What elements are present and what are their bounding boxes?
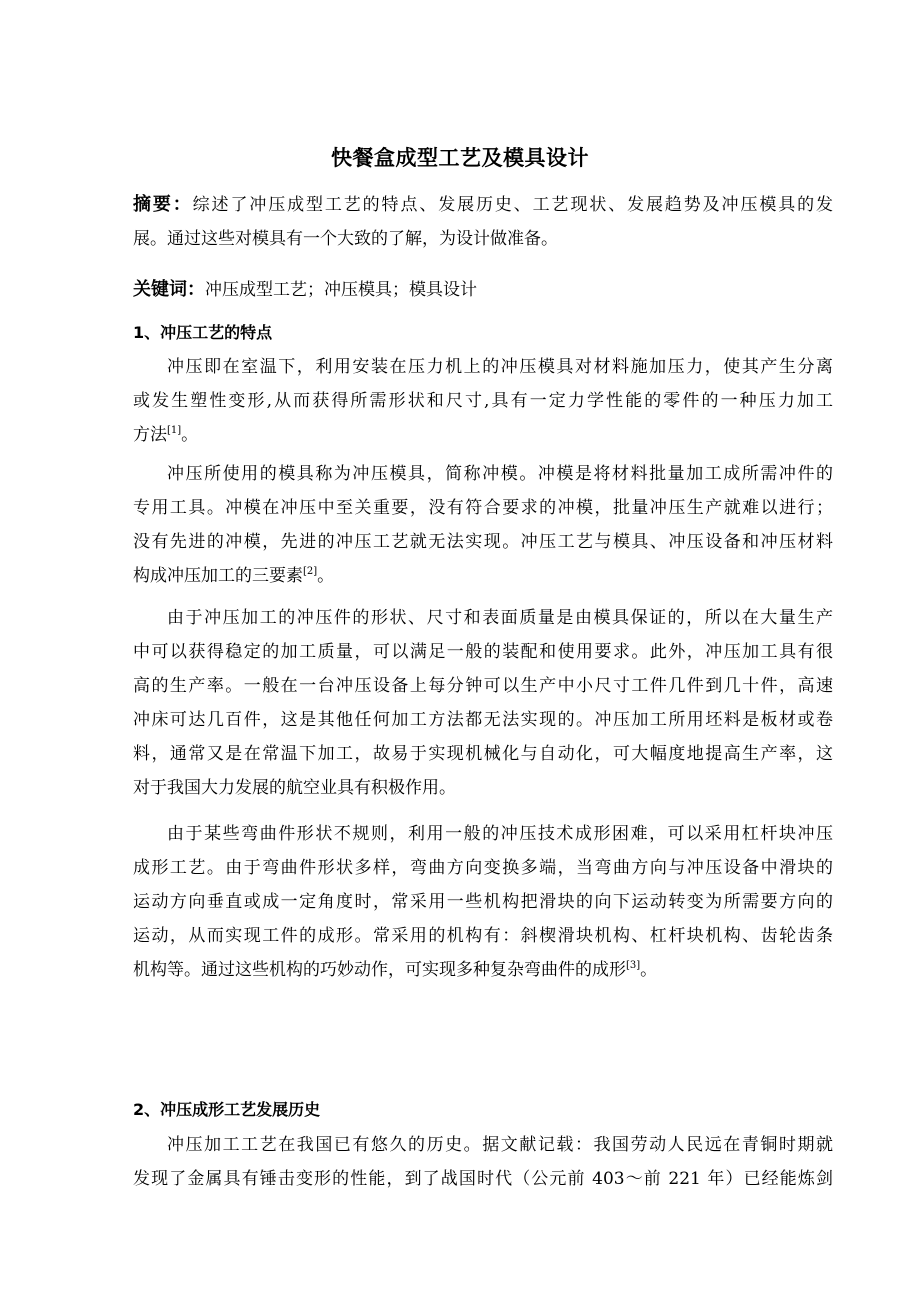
paragraph-text: 构成冲压加工的三要素 (133, 566, 303, 586)
paragraph-line: 或发生塑性变形,从而获得所需形状和尺寸,具有一定力学性能的零件的一种压力加工 (133, 391, 833, 411)
paragraph-line (133, 418, 833, 452)
paragraph-line: 冲压加工工艺在我国已有悠久的历史。据文献记载：我国劳动人民远在青铜时期就 (167, 1135, 833, 1155)
paragraph-end: 。 (181, 425, 199, 445)
section1-paragraph-3 (133, 601, 833, 805)
paragraph-text: 机构等。通过这些机构的巧妙动作，可实现多种复杂弯曲件的成形 (133, 960, 626, 980)
paragraph-line: 运动方向垂直或成一定角度时，常采用一些机构把滑块的向下运动转变为所需要方向的 (133, 892, 833, 912)
section2 (133, 1095, 833, 1125)
section2-paragraph-1 (133, 1128, 833, 1196)
abstract-line-2: 展。通过这些对模具有一个大致的了解，为设计做准备。 (133, 229, 558, 249)
document-title: 快餐盒成型工艺及模具设计 (331, 146, 589, 170)
section1-heading: 1、冲压工艺的特点 (133, 323, 273, 342)
paragraph-line: 冲压即在室温下，利用安装在压力机上的冲压模具对材料施加压力，使其产生分离 (167, 357, 833, 377)
keywords-line (133, 273, 833, 307)
keywords-label: 关键词： (133, 279, 205, 300)
section1-paragraph-2 (133, 457, 833, 593)
paragraph-line: 发现了金属具有锤击变形的性能，到了战国时代（公元前 403～前 221 年）已经能炼剑 (133, 1169, 833, 1189)
section2-heading: 2、冲压成形工艺发展历史 (133, 1100, 321, 1119)
paragraph-line: 高的生产率。一般在一台冲压设备上每分钟可以生产中小尺寸工件几件到几十件，高速 (133, 676, 833, 696)
paragraph-line: 没有先进的冲模，先进的冲压工艺就无法实现。冲压工艺与模具、冲压设备和冲压材料 (133, 532, 833, 552)
paragraph-line: 冲床可达几百件，这是其他任何加工方法都无法实现的。冲压加工所用坯料是板材或卷 (133, 710, 833, 730)
citation-ref: [3] (626, 960, 641, 971)
citation-ref: [1] (167, 425, 182, 436)
paragraph-end: 。 (640, 960, 658, 980)
paragraph-line: 料，通常又是在常温下加工，故易于实现机械化与自动化，可大幅度地提高生产率，这 (133, 744, 833, 764)
paragraph-line (133, 559, 833, 593)
paragraph-line: 冲压所使用的模具称为冲压模具，简称冲模。冲模是将材料批量加工成所需冲件的 (167, 464, 833, 484)
section1-paragraph-1 (133, 350, 833, 452)
paragraph-line: 由于某些弯曲件形状不规则，利用一般的冲压技术成形困难，可以采用杠杆块冲压 (167, 824, 833, 844)
section1-paragraph-4 (133, 817, 833, 987)
paragraph-line: 运动，从而实现工件的成形。常采用的机构有：斜楔滑块机构、杠杆块机构、齿轮齿条 (133, 926, 833, 946)
citation-ref: [2] (303, 566, 318, 577)
paragraph-text: 方法 (133, 425, 167, 445)
paragraph-end: 。 (317, 566, 335, 586)
paragraph-line (133, 953, 833, 987)
paragraph-line: 由于冲压加工的冲压件的形状、尺寸和表面质量是由模具保证的，所以在大量生产 (167, 608, 833, 628)
keywords-text: 冲压成型工艺；冲压模具；模具设计 (205, 280, 477, 300)
paragraph-line: 专用工具。冲模在冲压中至关重要，没有符合要求的冲模，批量冲压生产就难以进行； (133, 498, 833, 518)
keywords (133, 273, 833, 307)
paragraph-line: 成形工艺。由于弯曲件形状多样，弯曲方向变换多端，当弯曲方向与冲压设备中滑块的 (133, 858, 833, 878)
paragraph-line: 对于我国大力发展的航空业具有积极作用。 (133, 778, 456, 798)
abstract-label: 摘要： (133, 194, 193, 215)
section1 (133, 318, 833, 348)
paragraph-line: 中可以获得稳定的加工质量，可以满足一般的装配和使用要求。此外，冲压加工具有很 (133, 642, 833, 662)
abstract (133, 188, 833, 256)
abstract-line-1 (133, 188, 833, 222)
abstract-text-1: 综述了冲压成型工艺的特点、发展历史、工艺现状、发展趋势及冲压模具的发 (192, 195, 834, 215)
